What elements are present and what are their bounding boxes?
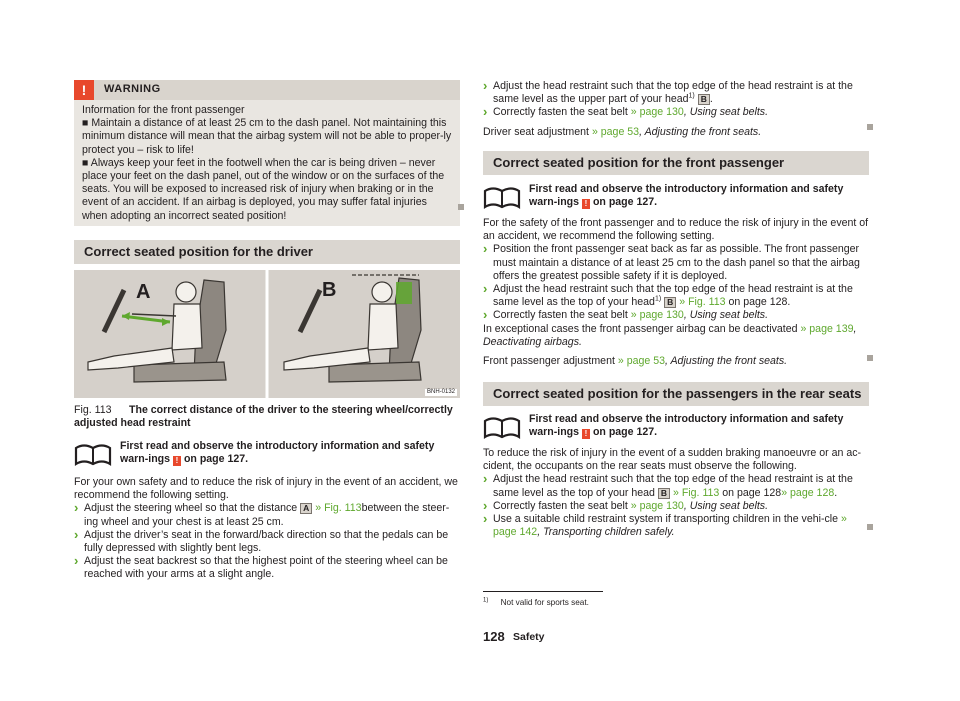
warning-box: [74, 80, 460, 226]
footnote-text: Not valid for sports seat.: [500, 598, 589, 607]
section-end-mark: [867, 355, 873, 361]
intro-text: To reduce the risk of injury in the event of a sudden braking manoeuvre or an ac-cident, the occupants on the rear seats must observe the following.: [483, 447, 862, 473]
intro-text: For your own safety and to reduce the risk of injury in the event of an accident, we recommend the following setting.: [74, 476, 458, 502]
label-box-b: B: [698, 94, 710, 105]
warning-icon: !: [582, 429, 590, 439]
read-first-notice: [74, 440, 460, 468]
warning-icon: !: [74, 80, 94, 100]
ref-title: , Deactivating airbags.: [483, 322, 857, 348]
read-first-pre: First read and observe the introductory information and safety warn-ings: [529, 413, 844, 439]
book-icon: [74, 440, 112, 466]
bullet-text: on page 128: [722, 486, 782, 499]
book-icon: [483, 183, 521, 209]
section-end-mark: [867, 524, 873, 530]
bullet-item: › Adjust the driver’s seat in the forward/back direction so that the pedals can be fully depressed with slightly bent legs.: [74, 529, 460, 555]
page-link[interactable]: » page 53: [617, 355, 665, 368]
bullet-item: [483, 309, 869, 322]
bullet-text: Adjust the steering wheel so that the distance: [84, 502, 298, 515]
label-box-a: A: [300, 503, 312, 514]
section-heading-text: Correct seated position for the passengers in the rear seats: [493, 386, 862, 401]
read-first-text: [529, 413, 859, 439]
page-section-name: Safety: [513, 631, 545, 643]
page-link[interactable]: » page 53: [591, 125, 640, 138]
page-number: 128: [483, 629, 505, 644]
seat-adjust-ref: [483, 126, 869, 139]
footnote-ref: 1): [654, 295, 662, 303]
ref-title: , Adjusting the front seats.: [665, 355, 788, 368]
figure-caption: [74, 404, 460, 430]
footnote: [483, 598, 589, 608]
driver-instructions: [74, 476, 460, 582]
figure-caption-text: The correct distance of the driver to the steering wheel/correctly adjusted head restraint: [74, 404, 453, 430]
bullet-text: .: [709, 93, 713, 106]
book-icon: [483, 413, 521, 439]
seat-illustration: [74, 270, 460, 398]
bullet-item: [483, 513, 869, 539]
head-restraint-instructions: [483, 80, 869, 139]
ref-title: , Adjusting the front seats.: [639, 125, 762, 138]
read-first-notice: [483, 413, 869, 441]
footnote-marker: 1): [483, 597, 489, 604]
bullet-text: between the steer-ing wheel and your chest is at least 25 cm.: [84, 502, 450, 528]
figure-link[interactable]: » Fig. 113: [673, 486, 720, 499]
warning-line: ■ Always keep your feet in the footwell when the car is being driven – never place your feet on the dash panel, out of the window or on the surfaces of the seats. You will be exposed to increased risk of injury when braking or in the event of an accident. If an airbag is deployed, you may suffer fatal injuries when adopting an incorrect seated position!: [82, 156, 445, 222]
bullet-text: Use a suitable child restraint system if transporting children in the vehi-cle: [493, 513, 839, 526]
bullet-ref: , Using seat belts.: [683, 106, 769, 119]
bullet-item: [483, 106, 869, 119]
bullet-text: Adjust the head restraint such that the top edge of the head restraint is at the same level as the top of your head: [493, 473, 853, 499]
read-first-page: on page 127.: [592, 426, 658, 439]
passenger-instructions: [483, 217, 869, 368]
bullet-item: [483, 473, 869, 499]
passenger-adjust-ref: [483, 355, 869, 368]
section-end-mark: [458, 204, 464, 210]
warning-title: WARNING: [104, 83, 161, 95]
label-box-b: B: [664, 297, 676, 308]
bullet-ref: , Using seat belts.: [683, 499, 769, 512]
bullet-ref: , Using seat belts.: [683, 309, 769, 322]
section-end-mark: [867, 124, 873, 130]
ref-text: In exceptional cases the front passenger airbag can be deactivated: [483, 322, 798, 335]
bullet-item: [483, 500, 869, 513]
page-link[interactable]: » page 130: [630, 499, 684, 512]
figure-label-a: A: [136, 281, 151, 303]
warning-icon: !: [582, 199, 590, 209]
figure-label-b: B: [322, 279, 337, 301]
page-link[interactable]: » page 128: [781, 486, 835, 499]
footnote-rule: [483, 591, 603, 592]
intro-text: For the safety of the front passenger and to reduce the risk of injury in the event of an accident, we recommend the following setting.: [483, 217, 869, 243]
ref-text: Front passenger adjustment: [483, 355, 615, 368]
footnote-ref: 1): [688, 92, 695, 100]
figure-code: BNH-0132: [426, 389, 455, 395]
bullet-text: Correctly fasten the seat belt: [493, 309, 628, 322]
section-heading-passenger: [483, 151, 869, 175]
warning-body: [82, 104, 454, 223]
page-link[interactable]: » page 130: [630, 106, 684, 119]
warning-line: Information for the front passenger: [82, 104, 245, 116]
section-heading-rear: [483, 382, 869, 406]
read-first-pre: First read and observe the introductory information and safety warn-ings: [529, 183, 844, 209]
airbag-deactivate-ref: [483, 323, 869, 349]
bullet-item: [483, 80, 869, 106]
bullet-item: [483, 283, 869, 309]
read-first-page: on page 127.: [592, 196, 658, 209]
ref-text: Driver seat adjustment: [483, 125, 589, 138]
bullet-text: Adjust the head restraint such that the top edge of the head restraint is at the same level as the upper part of your head: [493, 80, 853, 106]
figure-link[interactable]: » Fig. 113: [315, 502, 362, 515]
label-box-b: B: [658, 488, 670, 499]
page-link[interactable]: » page 130: [630, 309, 684, 322]
bullet-ref: , Transporting children safely.: [537, 526, 675, 539]
bullet-item: › Position the front passenger seat back as far as possible. The front passenger must maintain a distance of at least 25 cm to the dash panel so that the airbag offers the greatest possible safety if it is deployed.: [483, 243, 869, 283]
bullet-text: .: [834, 486, 838, 499]
bullet-text: Adjust the head restraint such that the top edge of the head restraint is at the same level as the top of your head: [493, 283, 853, 309]
page-link[interactable]: » page 139: [800, 322, 854, 335]
section-heading-text: Correct seated position for the driver: [84, 244, 313, 259]
rear-instructions: [483, 447, 869, 539]
bullet-text: on page 128.: [728, 296, 791, 309]
bullet-text: Correctly fasten the seat belt: [493, 106, 628, 119]
figure-number: Fig. 113: [74, 404, 112, 416]
read-first-page: on page 127.: [183, 453, 249, 466]
figure-seated-position: [74, 270, 460, 398]
read-first-text: [120, 440, 450, 466]
read-first-text: [529, 183, 859, 209]
figure-link[interactable]: » Fig. 113: [679, 296, 726, 309]
bullet-item: [74, 502, 460, 528]
bullet-item: › Adjust the seat backrest so that the highest point of the steering wheel can be reached with your arms at a slight angle.: [74, 555, 460, 581]
section-heading-text: Correct seated position for the front passenger: [493, 155, 785, 170]
warning-icon: !: [173, 456, 181, 466]
page-link[interactable]: » page 142: [493, 513, 847, 539]
read-first-notice: [483, 183, 869, 211]
bullet-text: Correctly fasten the seat belt: [493, 499, 628, 512]
section-heading-driver: [74, 240, 460, 264]
warning-line: ■ Maintain a distance of at least 25 cm to the dash panel. Not maintaining this minimum distance will mean that the airbag system will not be able to proper-ly protect you – risk to life!: [82, 117, 452, 156]
read-first-pre: First read and observe the introductory information and safety warn-ings: [120, 440, 435, 466]
